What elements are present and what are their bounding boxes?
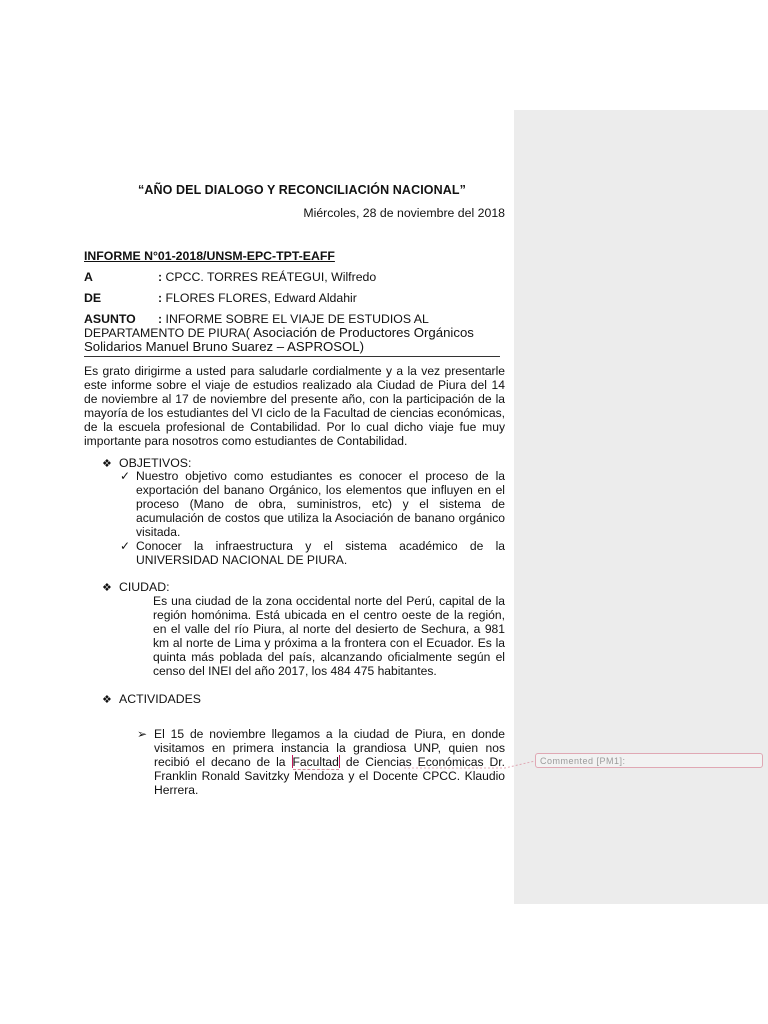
diamond-bullet-icon: ❖ bbox=[102, 458, 112, 470]
checkmark-bullet-icon: ✓ bbox=[120, 469, 131, 483]
subject-line-1: INFORME SOBRE EL VIAJE DE ESTUDIOS AL bbox=[165, 312, 429, 326]
comment-pane bbox=[514, 110, 768, 904]
subject-label: ASUNTO bbox=[84, 312, 136, 326]
subject-colon: : bbox=[158, 312, 163, 326]
objetivo-1-text: Nuestro objetivo como estudiantes es conocer el proceso de la exportación del banano Orgánico, los elementos que influyen en el proceso (Mano de obra, suministros, etc) y el sistema de acumulación de costos que utiliza la Asociación de banano orgánico visitada. bbox=[136, 469, 505, 539]
informe-number: INFORME N°01-2018/UNSM-EPC-TPT-EAFF bbox=[84, 249, 335, 263]
comment-anchor-text[interactable]: Facultad bbox=[292, 755, 339, 769]
intro-paragraph: Es grato dirigirme a usted para saludarle cordialmente y a la vez presentarle este informe sobre el viaje de estudios realizado ala Ciudad de Piura del 14 de noviembre al 17 de noviembre del presente año, con la participación de la mayoría de los estudiantes del VI ciclo de la Facultad de ciencias económicas, de la escuela profesional de Contabilidad. Por lo cual dicho viaje fue muy importante para nosotros como estudiantes de Contabilidad. bbox=[84, 364, 505, 448]
objetivos-heading: OBJETIVOS: bbox=[119, 456, 192, 470]
actividad-item-1 bbox=[137, 727, 505, 797]
subject-line-2a: DEPARTAMENTO DE PIURA( bbox=[84, 326, 250, 340]
ciudad-paragraph: Es una ciudad de la zona occidental norte del Perú, capital de la región homónima. Está ubicada en el centro oeste de la región, en el valle del río Piura, al norte del desierto de Sechura, a 981 km al norte de Lima y próxima a la frontera con el Ecuador. Es la quinta más poblada del país, alcanzando oficialmente según el censo del INEI del año 2017, los 484 475 habitantes. bbox=[153, 594, 505, 678]
comment-balloon[interactable]: Commented [PM1]: bbox=[535, 753, 763, 768]
recipient-row bbox=[84, 270, 376, 284]
diamond-bullet-icon: ❖ bbox=[102, 582, 112, 594]
subject-block bbox=[84, 312, 505, 354]
objetivo-item-1 bbox=[120, 469, 505, 539]
checkmark-bullet-icon: ✓ bbox=[120, 539, 131, 553]
actividades-heading: ACTIVIDADES bbox=[119, 692, 201, 706]
sender-row bbox=[84, 291, 357, 305]
actividades-heading-row bbox=[102, 692, 201, 707]
arrow-bullet-icon: ➢ bbox=[137, 727, 148, 741]
recipient-colon: : bbox=[158, 270, 163, 284]
recipient-value: CPCC. TORRES REÁTEGUI, Wilfredo bbox=[165, 270, 377, 284]
actividad-1-text-after: de Ciencias Económicas Dr. Franklin Ronald Savitzky Mendoza y el Docente CPCC. Klaudio Herrera. bbox=[154, 755, 505, 797]
document-date: Miércoles, 28 de noviembre del 2018 bbox=[303, 206, 505, 220]
diamond-bullet-icon: ❖ bbox=[102, 694, 112, 706]
objetivo-2-text: Conocer la infraestructura y el sistema académico de la UNIVERSIDAD NACIONAL DE PIURA. bbox=[136, 539, 505, 567]
sender-label: DE bbox=[84, 291, 102, 305]
actividad-1-text-before: El 15 de noviembre llegamos a la ciudad de Piura, en donde visitamos en primera instancia la grandiosa UNP, quien nos recibió el decano de la bbox=[154, 727, 505, 769]
subject-line-2b: Asociación de Productores Orgánicos bbox=[253, 325, 474, 340]
sender-value: FLORES FLORES, Edward Aldahir bbox=[165, 291, 357, 305]
year-title: “AÑO DEL DIALOGO Y RECONCILIACIÓN NACIONAL” bbox=[138, 183, 466, 197]
ciudad-heading-row bbox=[102, 580, 170, 595]
subject-line-3: Solidarios Manuel Bruno Suarez – ASPROSOL) bbox=[84, 339, 365, 354]
subject-divider bbox=[84, 356, 500, 357]
recipient-label: A bbox=[84, 270, 93, 284]
objetivo-item-2 bbox=[120, 539, 505, 567]
sender-colon: : bbox=[158, 291, 163, 305]
ciudad-heading: CIUDAD: bbox=[119, 580, 170, 594]
